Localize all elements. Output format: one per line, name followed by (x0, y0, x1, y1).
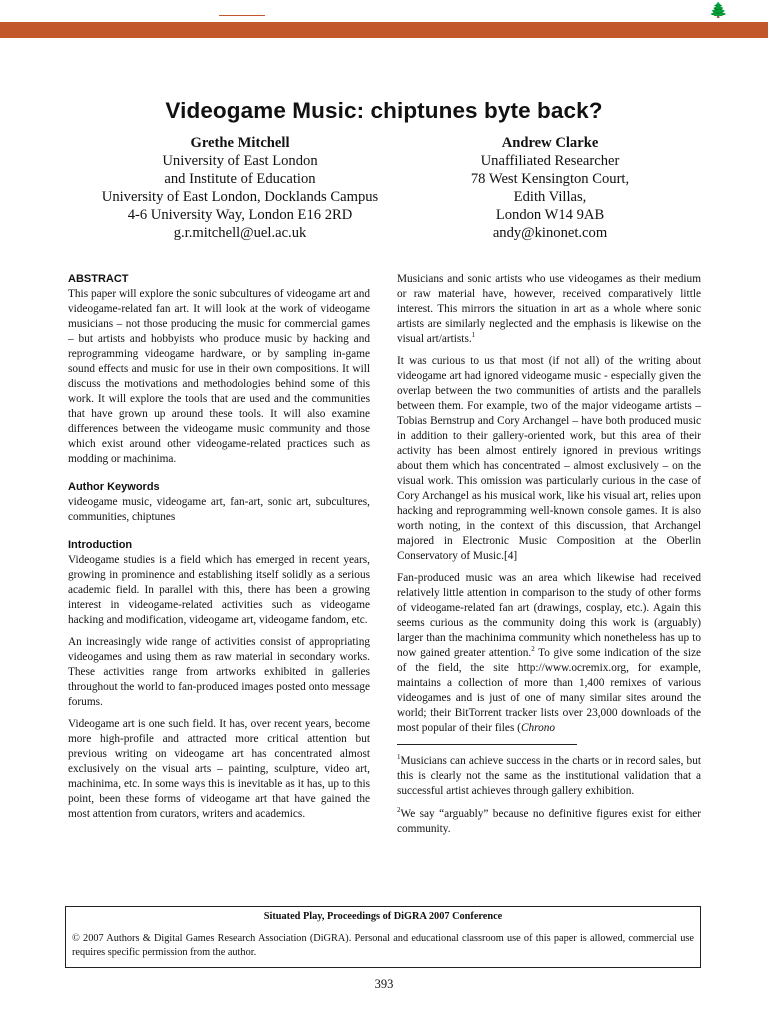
toolbar-link[interactable] (219, 15, 265, 16)
author-address: London W14 9AB (495, 207, 605, 223)
author-address: 4-6 University Way, London E16 2RD (127, 207, 353, 223)
footnote (397, 754, 701, 799)
viewer-toolbar (0, 0, 768, 23)
author-block-2 (390, 134, 710, 242)
introduction-heading: Introduction (68, 539, 133, 551)
paragraph (397, 571, 701, 736)
author-block-1 (60, 134, 420, 242)
footnote-number: 1 (397, 753, 401, 762)
paragraph (397, 272, 701, 347)
tree-icon[interactable]: 🌲 (709, 3, 728, 19)
paragraph: An increasingly wide range of activities consist of appropriating videogames and using them as raw material in secondary works. These activities range from artworks exhibited in galleries throughout the world to fan-produced images posted onto message forums. (68, 636, 370, 708)
author-affiliation: University of East London (162, 153, 318, 169)
author-email: andy@kinonet.com (492, 225, 608, 241)
paragraph: Videogame art is one such field. It has, over recent years, become more high-profile and attracted more critical attention but previous writing on videogame art has concentrated almost exclusively on the visual arts – painting, sculpture, video art, machinima, etc. In some ways this is inevitable as it has, up to this point, been these forms of videogame art that have gained the most attention from curators, writers and academics. (68, 718, 370, 820)
author-address: University of East London, Docklands Campus (101, 189, 379, 205)
footnote-text: We say “arguably” because no definitive figures exist for either community. (397, 808, 701, 835)
paper-title: Videogame Music: chiptunes byte back? (165, 98, 603, 123)
author-name: Andrew Clarke (501, 135, 599, 151)
right-column (397, 272, 701, 845)
footnote (397, 807, 701, 837)
author-name: Grethe Mitchell (190, 135, 290, 151)
paragraph-text: To give some indication of the size of the field, the site http://www.ocremix.org, for example, maintains a collection of more than 1,400 remixes of various videogames and is just of one of many similar sites around the world; their BitTorrent tracker lists over 23,000 downloads of the most popular of their files ( (397, 647, 701, 734)
author-address: Edith Villas, (513, 189, 587, 205)
abstract-heading: ABSTRACT (68, 273, 129, 285)
left-column (68, 272, 370, 829)
paragraph: Videogame studies is a field which has emerged in recent years, growing in prominence and establishing itself solidly as a serious academic field. In parallel with this, there has been a growing interest in videogame-related activities such as videogame hacking and modification, videogame art, videogame fandom, etc. (68, 554, 370, 626)
footnote-ref: 2 (531, 645, 535, 654)
footnote-number: 2 (397, 806, 401, 815)
footnote-text: Musicians can achieve success in the charts or in record sales, but this is clearly not the same as the institutional validation that a successful artist achieves through gallery exhibition. (397, 755, 701, 797)
conference-name: Situated Play, Proceedings of DiGRA 2007 Conference (263, 911, 503, 922)
paragraph-text: Fan-produced music was an area which likewise had received relatively little attention in comparison to the study of other forms of videogame-related fan art (drawings, cosplay, etc.). Again this seems curious as the community doing this work is (arguably) larger than the machinima community which nonetheless has up to now gained greater attention. (397, 572, 701, 659)
author-email: g.r.mitchell@uel.ac.uk (173, 225, 307, 241)
keywords-text: videogame music, videogame art, fan-art, sonic art, subcultures, communities, chiptunes (68, 496, 370, 523)
copyright-box (65, 906, 701, 968)
footnotes (397, 754, 701, 837)
paragraph: It was curious to us that most (if not all) of the writing about videogame art had ignored videogame music - especially given the overlap between the two communities of artists and the parallels between them. For example, two of the major videogame artists – Tobias Bernstrup and Cory Archangel – have both produced music in addition to their gallery-oriented work, but this area of their activity has been almost entirely ignored in previous writings about them which has concentrated – almost exclusively – on the visual work. This omission was particularly curious in the case of Cory Archangel as his musical work, like his visual art, relies upon hacking and reprogramming well-known console games. It is also worth noting, in the context of this discussion, that Archangel majored in Electronic Music Composition at the Oberlin Conservatory of Music.[4] (397, 355, 701, 562)
author-affiliation: Unaffiliated Researcher (480, 153, 620, 169)
author-affiliation: and Institute of Education (164, 171, 316, 187)
footnote-ref: 1 (471, 331, 476, 340)
accent-bar (0, 22, 768, 38)
author-address: 78 West Kensington Court, (470, 171, 630, 187)
paragraph-text: Musicians and sonic artists who use videogames as their medium or raw material have, however, received comparatively little interest. This mirrors the situation in art as a whole where sonic artists are similarly neglected and the emphasis is likewise on the visual art/artists. (397, 273, 701, 345)
page-number: 393 (374, 977, 394, 991)
abstract-text: This paper will explore the sonic subcultures of videogame art and videogame-related fan art. It will look at the work of videogame musicians – not those producing the music for commercial games – but artists and hobbyists who produce music by hacking and reprogramming videogame hardware, or by sampling in-game sound effects and music for use in their own compositions. It will discuss the motivations and methodologies behind some of this work. It will explore the tools that are used and the communities that have grown up around these tools. It will also examine differences between the videogame music community and those which exist around other videogame-related practices such as modding or machinima. (68, 288, 370, 465)
copyright-text: © 2007 Authors & Digital Games Research Association (DiGRA). Personal and educational classroom use of this paper is allowed, commercial use requires specific permission from the author. (72, 933, 694, 958)
keywords-heading: Author Keywords (68, 481, 160, 493)
italic-text: Chrono (520, 722, 556, 734)
footnote-divider (397, 744, 577, 745)
